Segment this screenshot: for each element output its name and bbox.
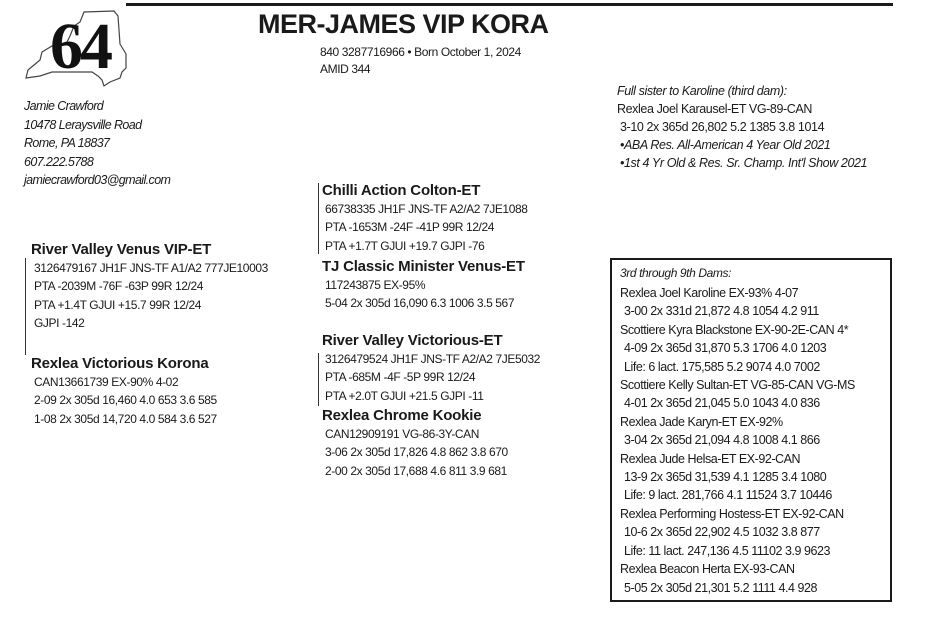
dam-sire-line: 3126479524 JH1F JNS-TF A2/A2 7JE5032 (325, 352, 541, 366)
sire-block (31, 240, 268, 333)
consignor-name: Jamie Crawford (24, 99, 104, 113)
dam-record-line: Life: 11 lact. 247,136 4.5 11102 3.9 9623 (624, 543, 831, 558)
sire-line: PTA -2039M -76F -63P 99R 12/24 (34, 279, 203, 294)
sire-dam-block (322, 257, 525, 313)
note-sister-name: Rexlea Joel Karausel-ET VG-89-CAN (617, 102, 812, 116)
sire-sire-line: 66738335 JH1F JNS-TF A2/A2 7JE1088 (325, 202, 528, 216)
consignor-email: jamiecrawford03@gmail.com (24, 173, 171, 187)
dam-name-line: Scottiere Kyra Blackstone EX-90-2E-CAN 4* (620, 322, 849, 337)
dam-record-line: 4-09 2x 365d 31,870 5.3 1706 4.0 1203 (624, 341, 827, 356)
dam-name-line: Rexlea Joel Karoline EX-93% 4-07 (620, 286, 799, 300)
dam-record-line: 3-00 2x 331d 21,872 4.8 1054 4.2 911 (624, 304, 819, 319)
dam-dam-line: 2-00 2x 305d 17,688 4.6 811 3.9 681 (325, 463, 507, 478)
dam-sire-block (322, 331, 540, 405)
dam-record-line: 13-9 2x 365d 31,539 4.1 1285 3.4 1080 (624, 470, 827, 485)
dam-name-line: Scottiere Kelly Sultan-ET VG-85-CAN VG-MS (620, 378, 855, 393)
dams-heading: 3rd through 9th Dams: (620, 266, 731, 280)
sire-sire-line: PTA -1653M -24F -41P 99R 12/24 (325, 220, 494, 235)
dam-sire-line: PTA +2.0T GJUI +21.5 GJPI -11 (325, 388, 484, 403)
sire-dam-name: TJ Classic Minister Venus-ET (322, 258, 525, 275)
dam-sire-line: PTA -685M -4F -5P 99R 12/24 (325, 370, 476, 385)
dam-record-line: 4-01 2x 365d 21,045 5.0 1043 4.0 836 (624, 396, 820, 411)
sire-line: 3126479167 JH1F JNS-TF A1/A2 777JE10003 (34, 261, 268, 275)
note-award: •ABA Res. All-American 4 Year Old 2021 (620, 138, 831, 152)
note-record: 3-10 2x 365d 26,802 5.2 1385 3.8 1014 (620, 120, 825, 134)
dam-name: Rexlea Victorious Korona (31, 355, 209, 372)
consignor-city: Rome, PA 18837 (24, 136, 110, 150)
dam-line: 1-08 2x 305d 14,720 4.0 584 3.6 527 (34, 411, 217, 426)
dam-name-line: Rexlea Performing Hostess-ET EX-92-CAN (620, 506, 844, 521)
dam-record-line: 3-04 2x 365d 21,094 4.8 1008 4.1 866 (624, 433, 820, 448)
dams-list (620, 284, 855, 597)
sire-line: GJPI -142 (34, 316, 85, 331)
lot-number: 64 (50, 10, 110, 83)
sire-sire-line: PTA +1.7T GJUI +19.7 GJPI -76 (325, 238, 485, 253)
dam-record-line: Life: 9 lact. 281,766 4.1 11524 3.7 10446 (624, 488, 832, 503)
amid-line: AMID 344 (320, 62, 371, 76)
consignor-block (24, 97, 170, 190)
full-sister-note (617, 82, 867, 172)
dam-sire-name: River Valley Victorious-ET (322, 332, 503, 349)
sire-line: PTA +1.4T GJUI +15.7 99R 12/24 (34, 297, 201, 312)
note-award: •1st 4 Yr Old & Res. Sr. Champ. Int'l Show 2021 (620, 156, 868, 170)
dam-record-line: Life: 6 lact. 175,585 5.2 9074 4.0 7002 (624, 359, 820, 374)
dam-dam-line: 3-06 2x 305d 17,826 4.8 862 3.8 670 (325, 445, 508, 460)
sire-name: River Valley Venus VIP-ET (31, 241, 212, 258)
dam-dam-name: Rexlea Chrome Kookie (322, 407, 482, 424)
dam-dam-block (322, 406, 508, 480)
dam-name-line: Rexlea Jade Karyn-ET EX-92% (620, 414, 783, 429)
sire-sire-name: Chilli Action Colton-ET (322, 182, 481, 199)
sire-sire-block (322, 181, 528, 255)
dam-record-line: 5-05 2x 305d 21,301 5.2 1111 4.4 928 (624, 580, 818, 595)
animal-name-title: MER-JAMES VIP KORA (258, 9, 549, 39)
dam-line: 2-09 2x 305d 16,460 4.0 653 3.6 585 (34, 393, 217, 408)
note-intro: Full sister to Karoline (third dam): (617, 84, 787, 98)
sire-dam-line: 5-04 2x 305d 16,090 6.3 1006 3.5 567 (325, 296, 515, 311)
dam-record-line: 10-6 2x 365d 22,902 4.5 1032 3.8 877 (624, 525, 820, 540)
registration-line: 840 3287716966 • Born October 1, 2024 (320, 45, 521, 59)
dam-block (31, 354, 217, 428)
dam-name-line: Rexlea Jude Helsa-ET EX-92-CAN (620, 451, 801, 466)
dam-dam-line: CAN12909191 VG-86-3Y-CAN (325, 427, 480, 441)
sire-dam-line: 117243875 EX-95% (325, 278, 426, 292)
sire-bracket-line (25, 258, 26, 355)
dam-line: CAN13661739 EX-90% 4-02 (34, 375, 179, 389)
dam-sire-bracket-line (318, 353, 319, 406)
dam-name-line: Rexlea Beacon Herta EX-93-CAN (620, 562, 795, 577)
consignor-phone: 607.222.5788 (24, 154, 94, 169)
sire-sire-bracket-line (318, 183, 319, 254)
consignor-address: 10478 Leraysville Road (24, 117, 142, 132)
top-rule (126, 3, 893, 6)
